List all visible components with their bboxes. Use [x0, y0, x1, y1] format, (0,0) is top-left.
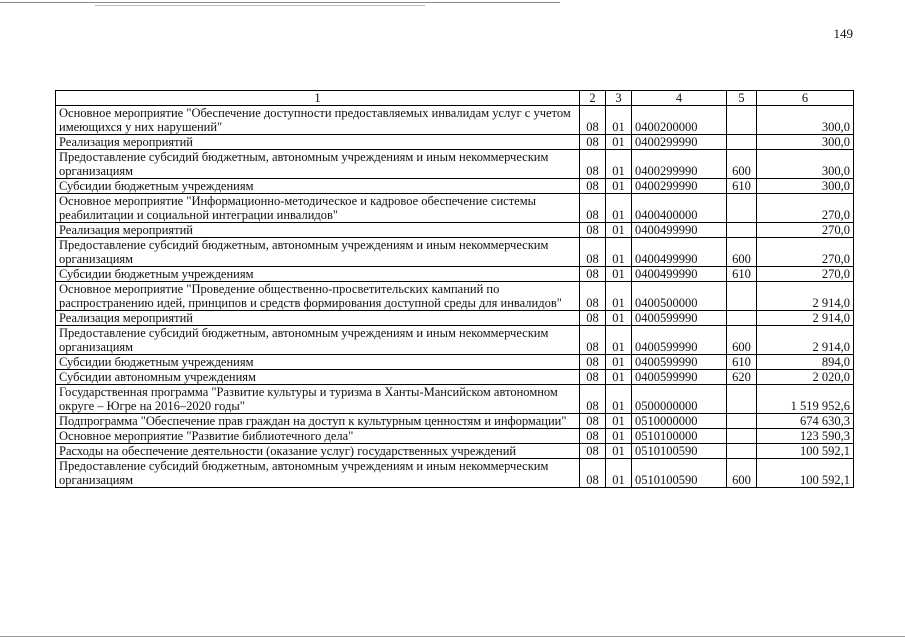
table-row [56, 282, 854, 311]
section-code-cell: 08 [580, 179, 606, 194]
subsection-code-cell: 01 [606, 355, 632, 370]
expense-kind-cell [727, 444, 757, 459]
target-code-cell: 0400400000 [632, 194, 727, 223]
expense-kind-cell [727, 223, 757, 238]
section-code-cell: 08 [580, 370, 606, 385]
section-code-cell: 08 [580, 267, 606, 282]
table-row [56, 223, 854, 238]
column-header: 5 [727, 91, 757, 106]
row-name-cell: Реализация мероприятий [56, 223, 580, 238]
amount-cell: 270,0 [757, 238, 854, 267]
table-row [56, 385, 854, 414]
target-code-cell: 0400299990 [632, 135, 727, 150]
expense-kind-cell [727, 135, 757, 150]
expense-kind-cell [727, 311, 757, 326]
row-name-cell: Государственная программа "Развитие культуры и туризма в Ханты-Мансийском автономном округе – Югре на 2016–2020 годы" [56, 385, 580, 414]
row-name-cell: Предоставление субсидий бюджетным, автономным учреждениям и иным некоммерческим организациям [56, 150, 580, 179]
column-header: 4 [632, 91, 727, 106]
subsection-code-cell: 01 [606, 223, 632, 238]
subsection-code-cell: 01 [606, 282, 632, 311]
table-row [56, 179, 854, 194]
column-header: 1 [56, 91, 580, 106]
table-row [56, 135, 854, 150]
row-name-cell: Основное мероприятие "Развитие библиотечного дела" [56, 429, 580, 444]
expense-kind-cell: 600 [727, 238, 757, 267]
section-code-cell: 08 [580, 311, 606, 326]
subsection-code-cell: 01 [606, 459, 632, 488]
amount-cell: 2 020,0 [757, 370, 854, 385]
row-name-cell: Реализация мероприятий [56, 311, 580, 326]
amount-cell: 300,0 [757, 106, 854, 135]
budget-table [55, 90, 854, 488]
subsection-code-cell: 01 [606, 311, 632, 326]
subsection-code-cell: 01 [606, 238, 632, 267]
table-row [56, 194, 854, 223]
table-row [56, 370, 854, 385]
section-code-cell: 08 [580, 194, 606, 223]
amount-cell: 2 914,0 [757, 311, 854, 326]
amount-cell: 100 592,1 [757, 444, 854, 459]
target-code-cell: 0400499990 [632, 223, 727, 238]
row-name-cell: Основное мероприятие "Обеспечение доступности предоставляемых инвалидам услуг с учетом имеющихся у них нарушений" [56, 106, 580, 135]
target-code-cell: 0510100000 [632, 429, 727, 444]
target-code-cell: 0400200000 [632, 106, 727, 135]
scan-edge-top-secondary [95, 5, 425, 6]
section-code-cell: 08 [580, 459, 606, 488]
subsection-code-cell: 01 [606, 444, 632, 459]
row-name-cell: Реализация мероприятий [56, 135, 580, 150]
target-code-cell: 0400500000 [632, 282, 727, 311]
amount-cell: 300,0 [757, 179, 854, 194]
amount-cell: 270,0 [757, 267, 854, 282]
target-code-cell: 0400599990 [632, 370, 727, 385]
amount-cell: 100 592,1 [757, 459, 854, 488]
table-row [56, 459, 854, 488]
target-code-cell: 0400499990 [632, 238, 727, 267]
section-code-cell: 08 [580, 150, 606, 179]
subsection-code-cell: 01 [606, 326, 632, 355]
subsection-code-cell: 01 [606, 194, 632, 223]
amount-cell: 123 590,3 [757, 429, 854, 444]
expense-kind-cell: 610 [727, 179, 757, 194]
subsection-code-cell: 01 [606, 370, 632, 385]
expense-kind-cell: 620 [727, 370, 757, 385]
column-header: 3 [606, 91, 632, 106]
expense-kind-cell [727, 282, 757, 311]
amount-cell: 300,0 [757, 150, 854, 179]
row-name-cell: Субсидии бюджетным учреждениям [56, 355, 580, 370]
header-row [56, 91, 854, 106]
row-name-cell: Субсидии бюджетным учреждениям [56, 267, 580, 282]
section-code-cell: 08 [580, 429, 606, 444]
subsection-code-cell: 01 [606, 429, 632, 444]
subsection-code-cell: 01 [606, 267, 632, 282]
column-header: 6 [757, 91, 854, 106]
section-code-cell: 08 [580, 106, 606, 135]
section-code-cell: 08 [580, 282, 606, 311]
amount-cell: 300,0 [757, 135, 854, 150]
amount-cell: 674 630,3 [757, 414, 854, 429]
table-row [56, 267, 854, 282]
expense-kind-cell: 600 [727, 326, 757, 355]
row-name-cell: Подпрограмма "Обеспечение прав граждан на доступ к культурным ценностям и информации" [56, 414, 580, 429]
target-code-cell: 0510100590 [632, 444, 727, 459]
table-row [56, 355, 854, 370]
row-name-cell: Субсидии автономным учреждениям [56, 370, 580, 385]
scan-edge-bottom [0, 636, 905, 637]
table-row [56, 429, 854, 444]
subsection-code-cell: 01 [606, 179, 632, 194]
section-code-cell: 08 [580, 326, 606, 355]
subsection-code-cell: 01 [606, 150, 632, 179]
section-code-cell: 08 [580, 414, 606, 429]
target-code-cell: 0400299990 [632, 179, 727, 194]
table-row [56, 150, 854, 179]
amount-cell: 1 519 952,6 [757, 385, 854, 414]
amount-cell: 270,0 [757, 223, 854, 238]
amount-cell: 2 914,0 [757, 282, 854, 311]
target-code-cell: 0400599990 [632, 311, 727, 326]
row-name-cell: Расходы на обеспечение деятельности (оказание услуг) государственных учреждений [56, 444, 580, 459]
expense-kind-cell [727, 385, 757, 414]
amount-cell: 2 914,0 [757, 326, 854, 355]
section-code-cell: 08 [580, 444, 606, 459]
scan-edge-top [0, 2, 560, 3]
target-code-cell: 0500000000 [632, 385, 727, 414]
row-name-cell: Предоставление субсидий бюджетным, автономным учреждениям и иным некоммерческим организациям [56, 459, 580, 488]
expense-kind-cell: 610 [727, 267, 757, 282]
target-code-cell: 0400299990 [632, 150, 727, 179]
column-header: 2 [580, 91, 606, 106]
table-row [56, 444, 854, 459]
amount-cell: 894,0 [757, 355, 854, 370]
expense-kind-cell [727, 414, 757, 429]
table-row [56, 326, 854, 355]
target-code-cell: 0400499990 [632, 267, 727, 282]
table-row [56, 106, 854, 135]
section-code-cell: 08 [580, 355, 606, 370]
section-code-cell: 08 [580, 135, 606, 150]
row-name-cell: Предоставление субсидий бюджетным, автономным учреждениям и иным некоммерческим организациям [56, 238, 580, 267]
target-code-cell: 0510100590 [632, 459, 727, 488]
section-code-cell: 08 [580, 238, 606, 267]
expense-kind-cell [727, 429, 757, 444]
row-name-cell: Основное мероприятие "Проведение общественно-просветительских кампаний по распространению идей, принципов и средств формирования доступной среды для инвалидов" [56, 282, 580, 311]
expense-kind-cell: 600 [727, 459, 757, 488]
expense-kind-cell: 610 [727, 355, 757, 370]
table-body [56, 106, 854, 488]
subsection-code-cell: 01 [606, 135, 632, 150]
amount-cell: 270,0 [757, 194, 854, 223]
subsection-code-cell: 01 [606, 385, 632, 414]
target-code-cell: 0400599990 [632, 326, 727, 355]
expense-kind-cell [727, 194, 757, 223]
subsection-code-cell: 01 [606, 106, 632, 135]
row-name-cell: Предоставление субсидий бюджетным, автономным учреждениям и иным некоммерческим организациям [56, 326, 580, 355]
section-code-cell: 08 [580, 223, 606, 238]
target-code-cell: 0510000000 [632, 414, 727, 429]
table-row [56, 238, 854, 267]
section-code-cell: 08 [580, 385, 606, 414]
target-code-cell: 0400599990 [632, 355, 727, 370]
table-row [56, 311, 854, 326]
expense-kind-cell [727, 106, 757, 135]
expense-kind-cell: 600 [727, 150, 757, 179]
page-number: 149 [833, 26, 853, 41]
subsection-code-cell: 01 [606, 414, 632, 429]
row-name-cell: Основное мероприятие "Информационно-методическое и кадровое обеспечение системы реабилитации и социальной интеграции инвалидов" [56, 194, 580, 223]
table-row [56, 414, 854, 429]
row-name-cell: Субсидии бюджетным учреждениям [56, 179, 580, 194]
